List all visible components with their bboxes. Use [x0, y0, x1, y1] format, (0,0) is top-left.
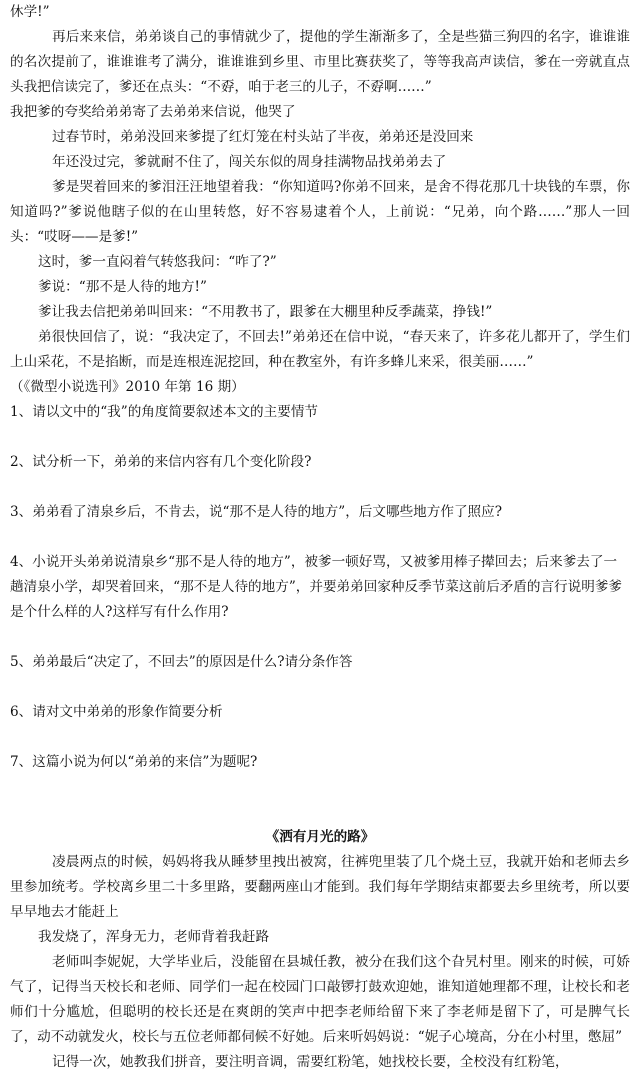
question-3: 3、弟弟看了清泉乡后，不肯去，说“那不是人待的地方”，后文哪些地方作了照应?: [10, 504, 503, 520]
paragraph: 弟很快回信了，说：“我决定了，不回去!”弟弟还在信中说，“春天来了，许多花儿都开了，学生们上山采花，不是掐断，而是连根连泥挖回，种在教室外，有许多蜂儿来采，很美丽……”: [10, 329, 630, 370]
question-6: 6、请对文中弟弟的形象作简要分析: [10, 704, 223, 720]
paragraph: 老师叫李妮妮，大学毕业后，没能留在县城任教，被分在我们这个旮旯村里。刚来的时候，可娇气了，记得当天校长和老师、同学们一起在校园门口敲锣打鼓欢迎她，谁知道她理都不理，让校长和老师们十分尴尬，但聪明的校长还是在爽朗的笑声中把李老师给留下来了李老师是留下了，可是脾气长了，动不动就发火，校长与五位老师都伺候不好她。后来听妈妈说：“妮子心境高，分在小村里，憋屈”: [10, 954, 630, 1045]
section-spacer: [10, 800, 630, 825]
question-7: 7、这篇小说为何以“弟弟的来信”为题呢?: [10, 754, 258, 770]
paragraph: 爹是哭着回来的爹泪汪汪地望着我：“你知道吗?你弟不回来，是舍不得花那几十块钱的车票，你知道吗?”爹说他瞎子似的在山里转悠，好不容易逮着个人，上前说：“兄弟，向个路……”那人一回头：“哎呀——是爹!”: [10, 179, 630, 245]
answer-space: [10, 675, 630, 700]
answer-space: [10, 775, 630, 800]
source-citation: （《微型小说选刊》2010 年第 16 期）: [10, 379, 245, 395]
answer-space: [10, 725, 630, 750]
paragraph: 再后来来信，弟弟谈自己的事情就少了，提他的学生渐渐多了，全是些猫三狗四的名字，谁谁谁的名次提前了，谁谁谁考了满分，谁谁谁到乡里、市里比赛获奖了，等等我高声读信，爹在一旁就直点头我把信读完了，爹还在点头：“不孬，咱于老三的儿子，不孬啊……”: [10, 29, 630, 95]
paragraph: 年还没过完，爹就耐不住了，闯关东似的周身挂满物品找弟弟去了: [52, 154, 447, 170]
paragraph: 爹让我去信把弟弟叫回来：“不用教书了，跟爹在大棚里种反季蔬菜，挣钱!”: [38, 304, 493, 320]
story-title: 《洒有月光的路》: [265, 829, 375, 845]
paragraph: 休学!”: [10, 4, 50, 20]
answer-space: [10, 425, 630, 450]
paragraph: 凌晨两点的时候，妈妈将我从睡梦里拽出被窝，往裤兜里装了几个烧土豆，我就开始和老师去乡里参加统考。学校离乡里二十多里路，要翻两座山才能到。我们每年学期结束都要去乡里统考，所以要早早地去才能赶上: [10, 854, 630, 920]
question-1: 1、请以文中的“我”的角度简要叙述本文的主要情节: [10, 404, 319, 420]
question-2: 2、试分析一下，弟弟的来信内容有几个变化阶段?: [10, 454, 312, 470]
answer-space: [10, 625, 630, 650]
paragraph: 我把爹的夸奖给弟弟寄了去弟弟来信说，他哭了: [10, 104, 296, 120]
question-5: 5、弟弟最后“决定了，不回去”的原因是什么?请分条作答: [10, 654, 353, 670]
answer-space: [10, 475, 630, 500]
paragraph: 过春节时，弟弟没回来爹提了红灯笼在村头站了半夜，弟弟还是没回来: [52, 129, 474, 145]
question-4: 4、小说开头弟弟说清泉乡“那不是人待的地方”，被爹一顿好骂，又被爹用棒子撵回去；后来爹去了一趟清泉小学，却哭着回来，“那不是人待的地方”，并要弟弟回家种反季节菜这前后矛盾的言行说明爹爹是个什么样的人?这样写有什么作用?: [10, 554, 623, 620]
paragraph: 我发烧了，浑身无力，老师背着我赶路: [38, 929, 270, 945]
paragraph: 这时，爹一直闷着气转悠我问：“咋了?”: [38, 254, 277, 270]
paragraph: 爹说：“那不是人待的地方!”: [38, 279, 207, 295]
answer-space: [10, 525, 630, 550]
paragraph: 记得一次，她教我们拼音，要注明音调，需要红粉笔，她找校长要，全校没有红粉笔，: [52, 1054, 569, 1070]
